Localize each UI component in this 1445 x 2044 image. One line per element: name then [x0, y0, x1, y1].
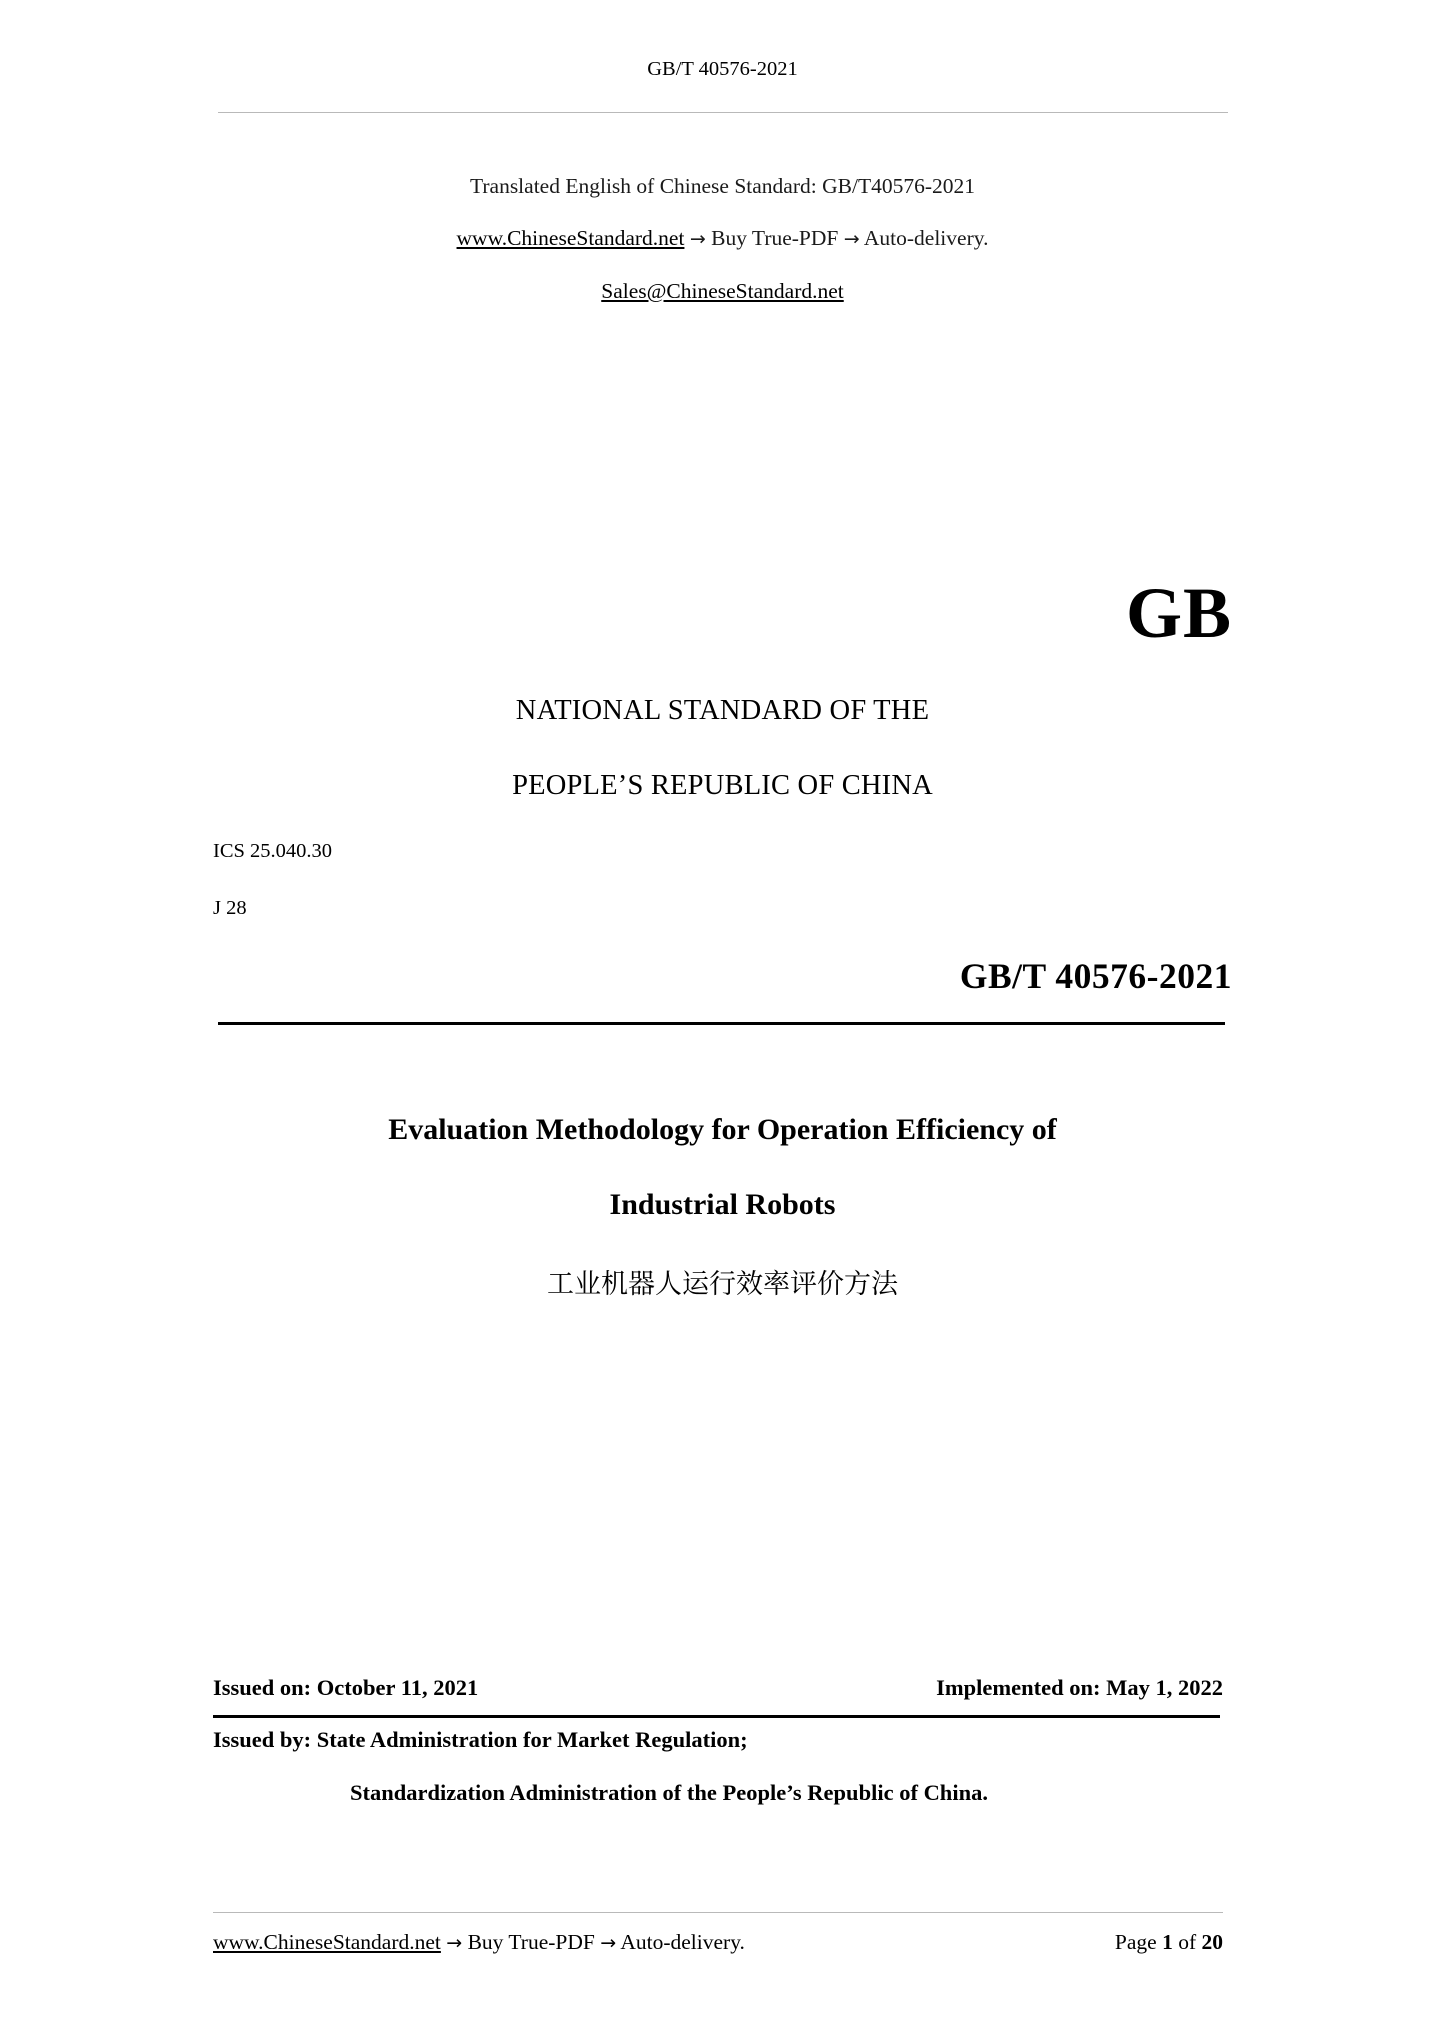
implemented-on: Implemented on: May 1, 2022: [936, 1675, 1223, 1700]
of-label: of: [1178, 1930, 1197, 1954]
ics-code: ICS 25.040.30: [213, 840, 333, 862]
title-english-line-2: Industrial Robots: [609, 1188, 836, 1221]
footer-left: [213, 1930, 745, 1955]
footer-delivery-label: Auto-delivery.: [620, 1930, 745, 1954]
issued-by-line-2: Standardization Administration of the People’s Republic of China.: [350, 1780, 988, 1805]
promo-block: [0, 160, 1445, 317]
page-footer: [213, 1930, 1223, 1955]
page-label: Page: [1114, 1930, 1157, 1954]
promo-line-3: [0, 265, 1445, 317]
page-number: 1: [1162, 1930, 1173, 1954]
website-link[interactable]: www.ChineseStandard.net: [456, 226, 685, 250]
promo-line-1: Translated English of Chinese Standard: GB/T40576-2021: [469, 174, 975, 198]
national-standard-line-2: PEOPLE’S REPUBLIC OF CHINA: [512, 770, 933, 801]
gb-mark: GB: [1125, 573, 1232, 653]
footer-divider: [213, 1912, 1223, 1913]
delivery-label: Auto-delivery.: [863, 226, 989, 250]
footer-website-link[interactable]: www.ChineseStandard.net: [213, 1930, 441, 1954]
header-divider: [218, 112, 1228, 113]
title-english-line-1: Evaluation Methodology for Operation Efficiency of: [388, 1113, 1057, 1146]
title-divider: [218, 1022, 1225, 1025]
standard-number: GB/T 40576-2021: [959, 956, 1232, 996]
promo-line-2: [0, 212, 1445, 265]
arrow-icon: →: [689, 228, 706, 250]
sales-email-link[interactable]: Sales@ChineseStandard.net: [601, 279, 844, 303]
footer-right: [1115, 1930, 1223, 1955]
issued-by-line-1: Issued by: State Administration for Market Regulation;: [213, 1727, 748, 1752]
arrow-icon-2: →: [843, 228, 860, 250]
footer-arrow-icon: →: [446, 1932, 463, 1954]
total-pages: 20: [1201, 1930, 1223, 1954]
footer-buy-label: Buy True-PDF: [467, 1930, 595, 1954]
footer-arrow-icon-2: →: [600, 1932, 617, 1954]
issuance-divider: [213, 1715, 1220, 1718]
national-standard-line-1: NATIONAL STANDARD OF THE: [515, 695, 930, 726]
classification-code: J 28: [213, 897, 247, 919]
issued-on: Issued on: October 11, 2021: [213, 1675, 479, 1700]
issuance-row: [213, 1675, 1223, 1701]
title-chinese: 工业机器人运行效率评价方法: [547, 1269, 898, 1300]
page-header: GB/T 40576-2021: [647, 58, 798, 80]
buy-label: Buy True-PDF: [711, 226, 839, 250]
